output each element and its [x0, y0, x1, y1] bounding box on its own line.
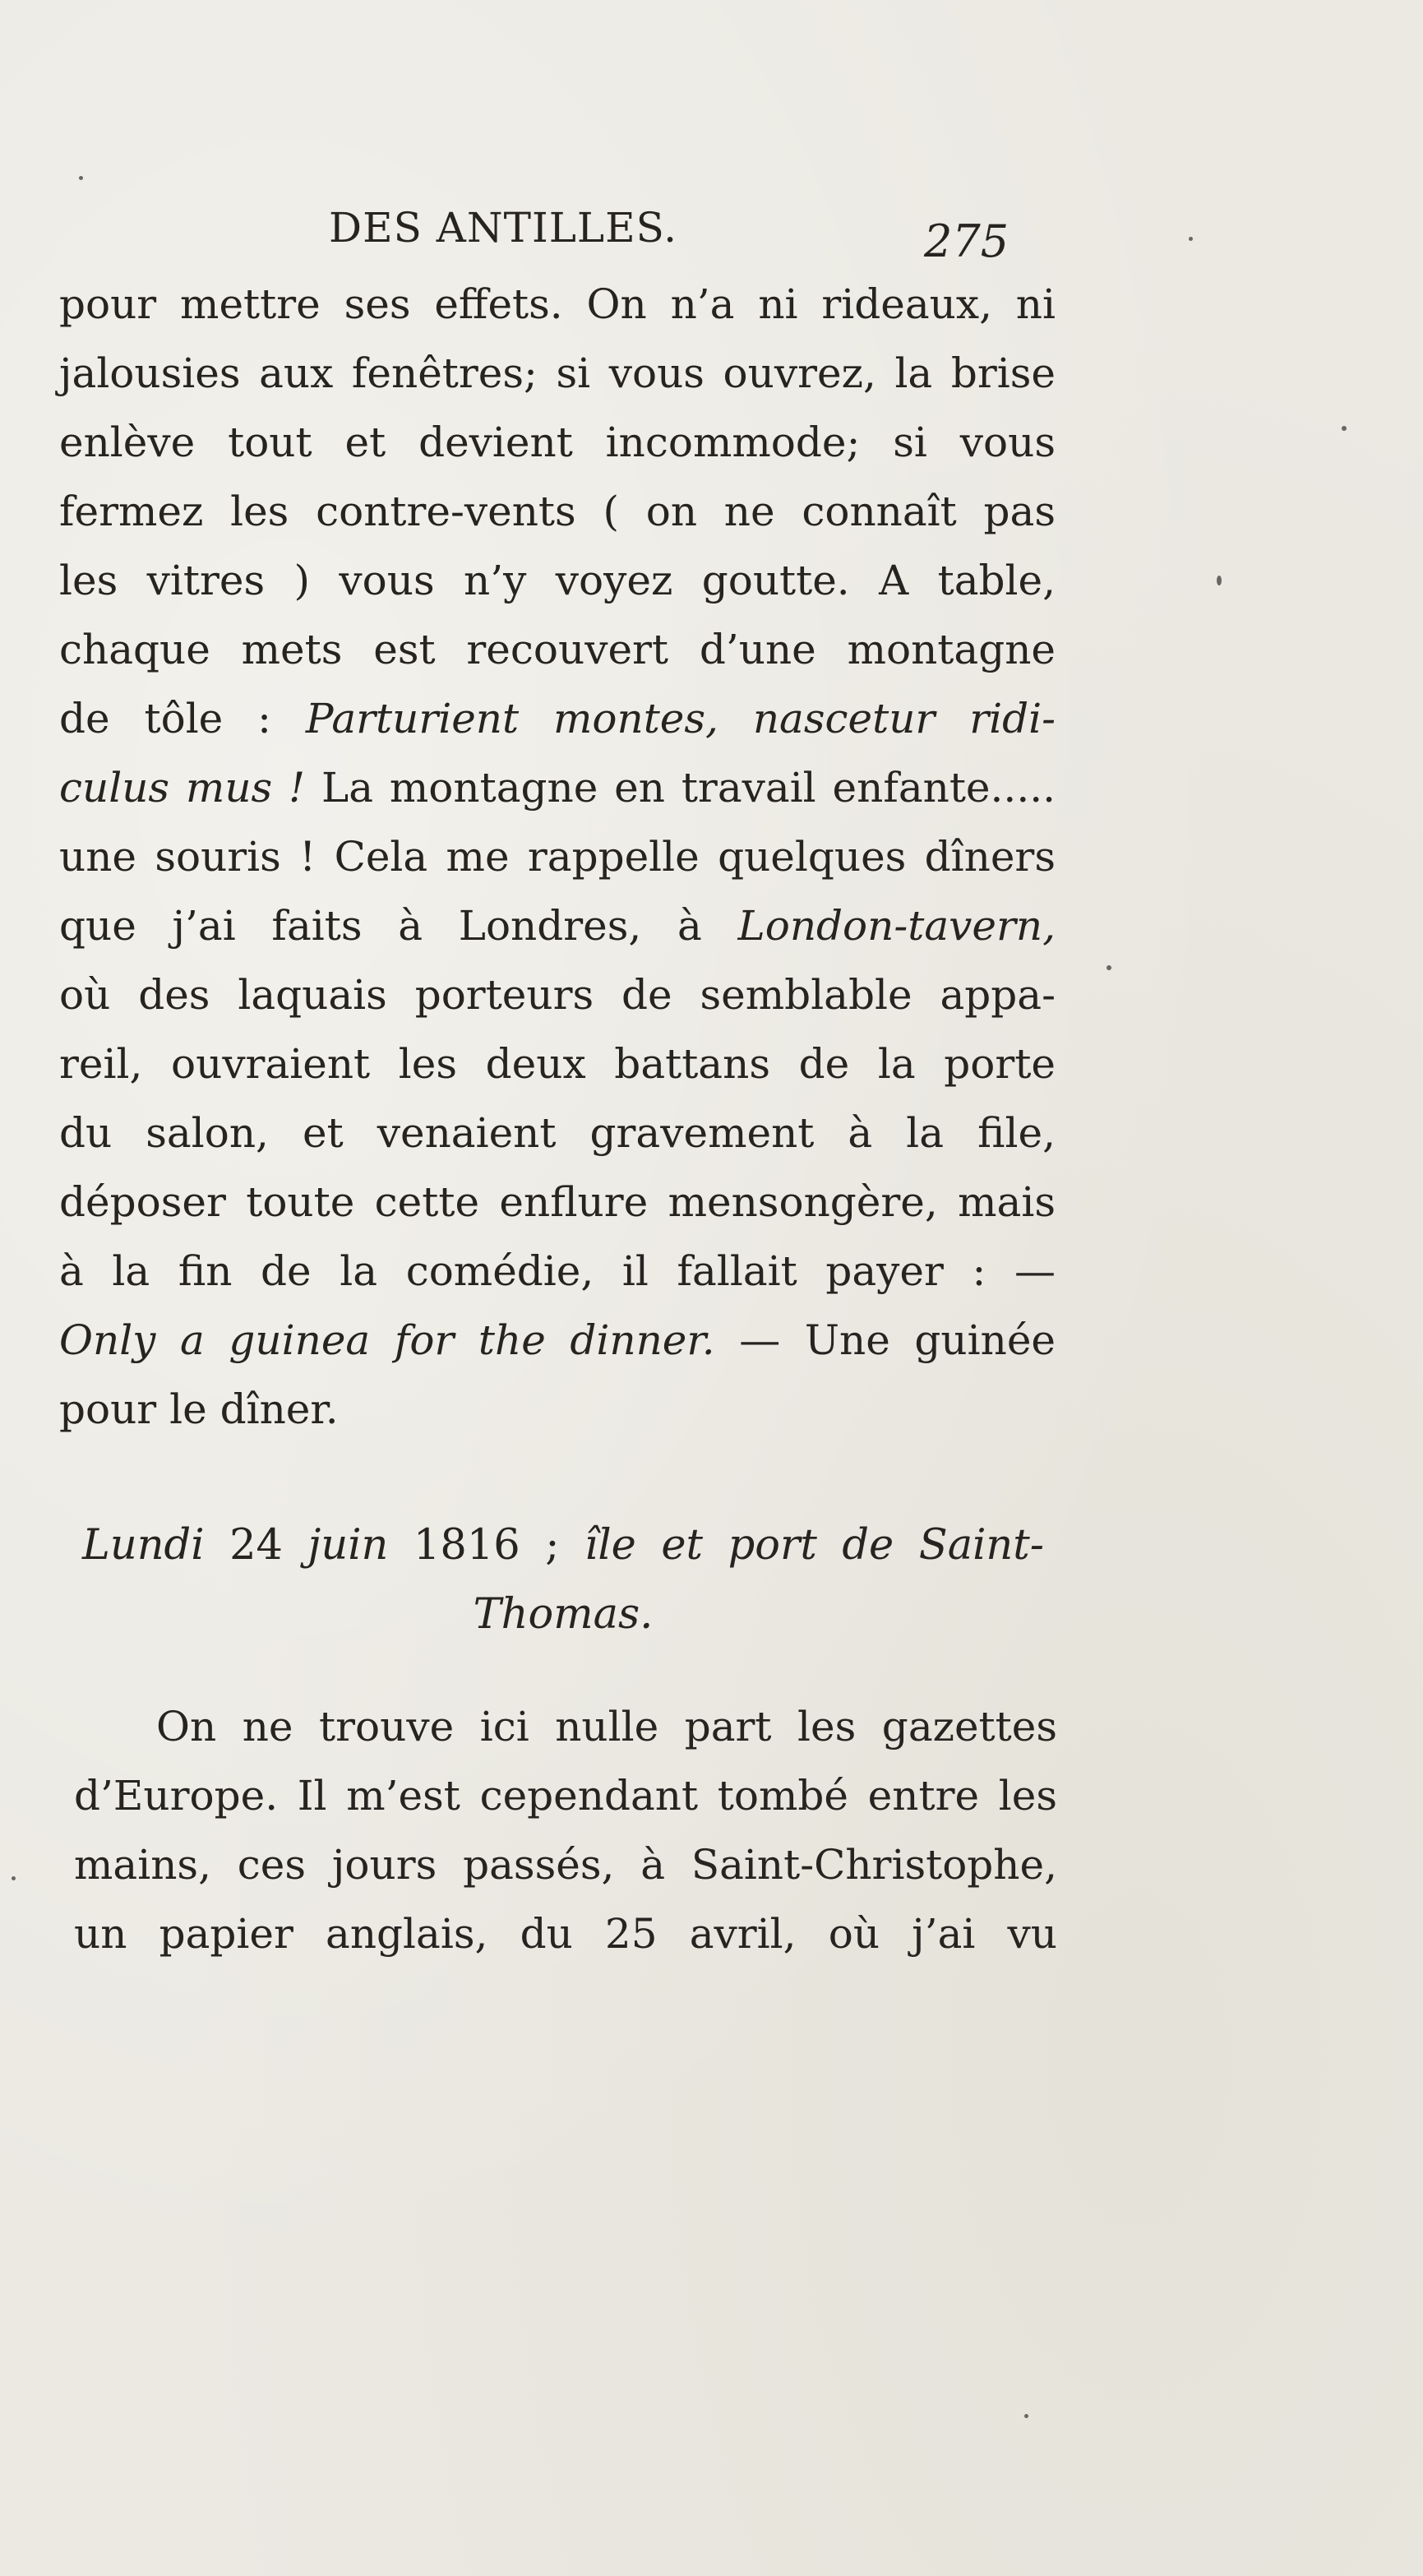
paragraph-1	[59, 270, 1056, 1444]
text-run: un papier anglais, du 25 avril, où j’ai vu	[74, 1910, 1057, 1958]
italic-text: Parturient montes, nascetur ridi-	[305, 695, 1056, 742]
italic-text: London-tavern,	[737, 902, 1056, 950]
text-run: La montagne en travail enfante.....	[305, 764, 1056, 812]
text-run: que j’ai faits à Londres, à	[59, 902, 738, 950]
text-line	[59, 477, 1056, 546]
italic-text: île et port de Saint-	[584, 1521, 1044, 1570]
text-run: mains, ces jours passés, à Saint-Christophe,	[74, 1841, 1057, 1889]
italic-text: Lundi	[82, 1521, 205, 1570]
text-run: à la fin de la comédie, il fallait payer : —	[59, 1247, 1056, 1295]
text-line	[82, 1511, 1044, 1580]
text-run: 1816 ;	[388, 1521, 585, 1570]
page-number: 275	[924, 215, 1009, 267]
text-run: d’Europe. Il m’est cependant tombé entre les	[74, 1772, 1057, 1820]
text-run: enlève tout et devient incommode; si vous	[59, 419, 1056, 466]
text-run: déposer toute cette enflure mensongère, mais	[59, 1178, 1056, 1226]
text-line	[59, 270, 1056, 339]
italic-text: Only a guinea for the dinner.	[59, 1316, 715, 1364]
text-line	[59, 684, 1056, 753]
italic-text: juin	[307, 1521, 389, 1570]
page-speck	[1024, 2414, 1028, 2418]
section-heading	[82, 1511, 1044, 1649]
text-run: une souris ! Cela me rappelle quelques dîners	[59, 833, 1056, 881]
text-line	[59, 1168, 1056, 1237]
text-line	[59, 822, 1056, 891]
text-run: reil, ouvraient les deux battans de la porte	[59, 1040, 1056, 1088]
page-speck	[1107, 965, 1111, 970]
text-line	[82, 1580, 1044, 1649]
text-run: jalousies aux fenêtres; si vous ouvrez, la brise	[59, 349, 1056, 397]
text-run: les vitres ) vous n’y voyez goutte. A table,	[59, 557, 1056, 604]
page-speck	[79, 176, 83, 180]
italic-text: Thomas.	[473, 1590, 654, 1639]
text-line	[59, 960, 1056, 1029]
text-line	[74, 1899, 1057, 1968]
text-line	[59, 408, 1056, 477]
text-run: du salon, et venaient gravement à la file,	[59, 1109, 1056, 1157]
text-run: pour mettre ses effets. On n’a ni rideaux, ni	[59, 280, 1056, 328]
text-line	[59, 615, 1056, 684]
text-run: 24	[204, 1521, 308, 1570]
paragraph-2	[74, 1692, 1057, 1968]
text-line	[59, 339, 1056, 408]
italic-text: culus mus !	[59, 764, 306, 812]
text-line	[59, 1098, 1056, 1168]
text-run: chaque mets est recouvert d’une montagne	[59, 626, 1056, 673]
text-line	[59, 1029, 1056, 1098]
text-run: fermez les contre-vents ( on ne connaît pas	[59, 488, 1056, 535]
text-line	[59, 1306, 1056, 1375]
page-speck	[12, 1876, 16, 1880]
text-line	[74, 1761, 1057, 1830]
page-speck	[1342, 426, 1347, 431]
text-line	[74, 1692, 1057, 1761]
text-run: pour le dîner.	[59, 1385, 339, 1433]
text-line	[59, 1375, 1056, 1444]
text-run: — Une guinée	[714, 1316, 1056, 1364]
text-line	[59, 891, 1056, 960]
text-line	[59, 753, 1056, 822]
text-line	[59, 546, 1056, 615]
running-head	[0, 204, 1423, 267]
running-head-title: DES ANTILLES.	[329, 204, 677, 252]
text-run: On ne trouve ici nulle part les gazettes	[156, 1703, 1057, 1750]
text-line	[74, 1830, 1057, 1899]
text-run: où des laquais porteurs de semblable appa-	[59, 971, 1056, 1019]
page-speck	[1217, 576, 1222, 585]
text-line	[59, 1237, 1056, 1306]
text-run: de tôle :	[59, 695, 306, 742]
